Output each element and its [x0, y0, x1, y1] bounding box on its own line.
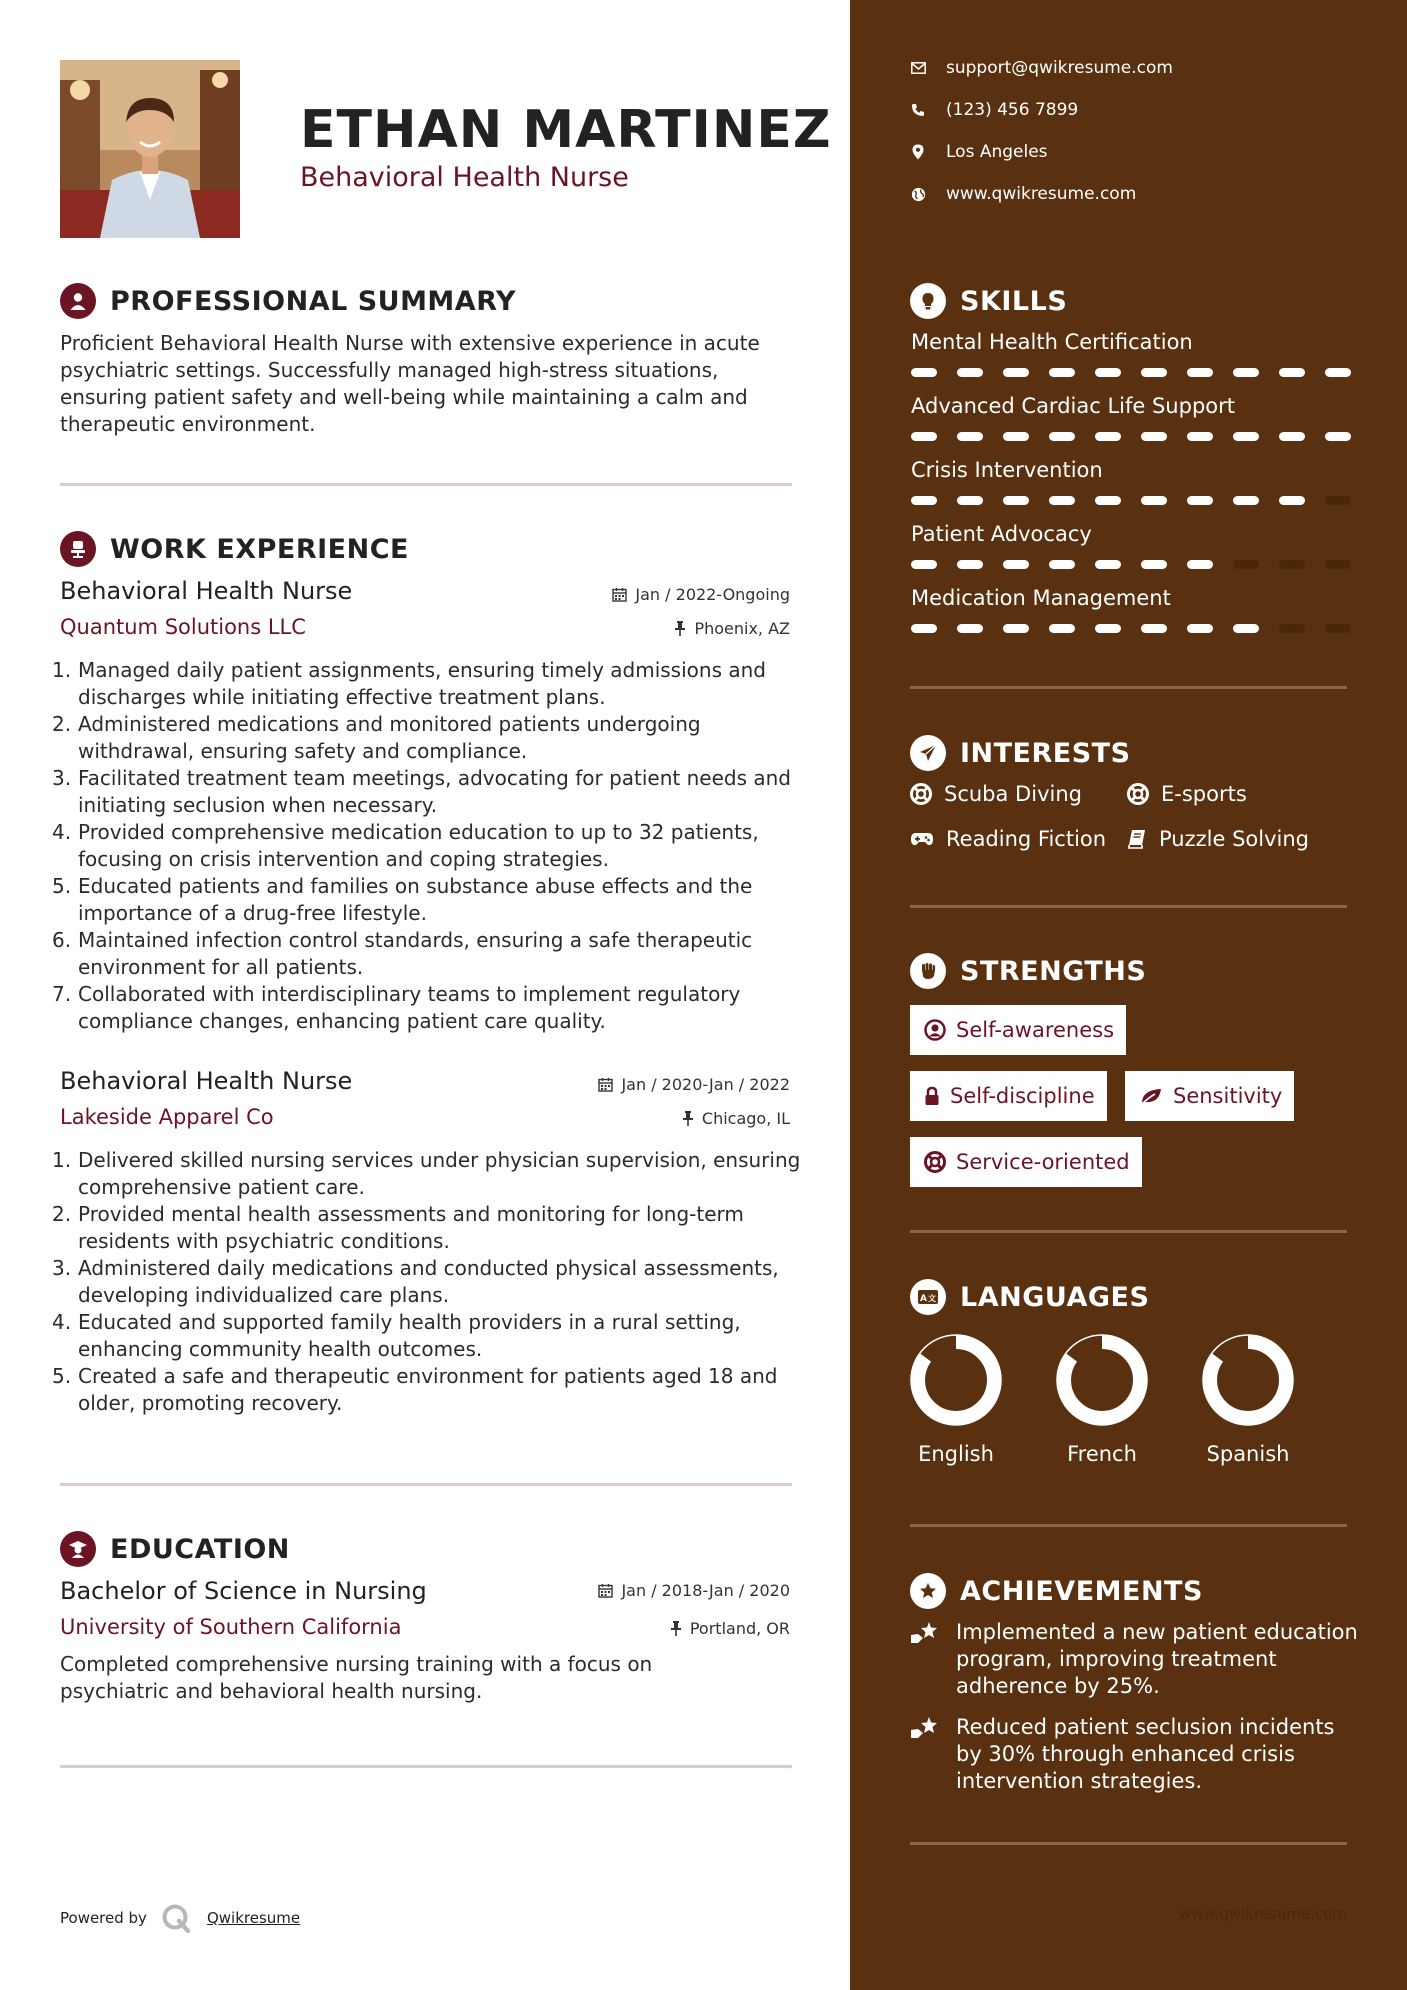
interest-item: Puzzle Solving: [1127, 827, 1309, 851]
map-marker-icon: [910, 144, 926, 160]
qwikresume-logo-icon: [161, 1903, 193, 1933]
school-name: University of Southern California: [60, 1615, 402, 1639]
strength-chip: Sensitivity: [1125, 1071, 1294, 1121]
skill-dot: [1279, 624, 1305, 633]
divider: [60, 1765, 792, 1768]
job-dates: [598, 1075, 790, 1094]
interests-title: INTERESTS: [960, 737, 1131, 769]
strength-chip: Self-awareness: [910, 1005, 1126, 1055]
work-title: WORK EXPERIENCE: [110, 533, 409, 565]
skill-dot: [1187, 432, 1213, 441]
contact-phone[interactable]: [910, 100, 1078, 120]
list-item: 4. Educated and supported family health providers in a rural setting, enhancing community health outcomes.: [52, 1310, 741, 1361]
skill-dot: [1233, 432, 1259, 441]
strengths-title: STRENGTHS: [960, 955, 1147, 987]
job-dates: [612, 585, 790, 604]
divider: [60, 1483, 792, 1486]
skill-dot: [1049, 624, 1075, 633]
education-location-text: Portland, OR: [689, 1619, 790, 1638]
interest-item: Reading Fiction: [910, 827, 1106, 851]
skill-dot: [1003, 560, 1029, 569]
language-item: [1042, 1330, 1162, 1466]
company-name: Lakeside Apparel Co: [60, 1105, 274, 1129]
skill-dot: [1325, 368, 1351, 377]
lock-icon: [924, 1086, 940, 1106]
language-label: English: [918, 1442, 994, 1466]
summary-title: PROFESSIONAL SUMMARY: [110, 285, 517, 317]
skill-rating: [911, 624, 1351, 633]
job-dates-text: Jan / 2022-Ongoing: [635, 585, 790, 604]
job-location-text: Phoenix, AZ: [694, 619, 790, 638]
skill-dot: [911, 368, 937, 377]
skill-dot: [911, 624, 937, 633]
skill-dot: [957, 496, 983, 505]
education-header: [60, 1531, 290, 1567]
skill-dot: [1233, 624, 1259, 633]
skill-dot: [1095, 496, 1121, 505]
skill-dot: [1049, 496, 1075, 505]
strength-chip: Self-discipline: [910, 1071, 1107, 1121]
star-hand-icon: [910, 1714, 942, 1795]
location-text: Los Angeles: [946, 142, 1048, 162]
skill-dot: [911, 432, 937, 441]
user-circle-icon: [924, 1019, 946, 1041]
list-item: 4. Provided comprehensive medication education to up to 32 patients, focusing on crisis intervention and coping strategies.: [52, 820, 759, 871]
skill-dot: [1049, 368, 1075, 377]
interest-item: Scuba Diving: [910, 782, 1082, 806]
lifebuoy-icon: [924, 1151, 946, 1173]
summary-text: Proficient Behavioral Health Nurse with extensive experience in acute psychiatric settings. Successfully managed high-stress situations, ensuring patient safety and well-being while maintaining a calm and therapeutic environment.: [60, 331, 760, 436]
skill-dot: [1187, 368, 1213, 377]
powered-by-label: Powered by: [60, 1909, 147, 1927]
calendar-icon: [598, 1077, 613, 1092]
candidate-name: ETHAN MARTINEZ: [300, 100, 832, 160]
list-item: 2. Provided mental health assessments and monitoring for long-term residents with psychiatric conditions.: [52, 1202, 744, 1253]
skill-dot: [1233, 496, 1259, 505]
pin-icon: [682, 1111, 694, 1126]
education-description: Completed comprehensive nursing training with a focus on psychiatric and behavioral health nursing.: [60, 1652, 653, 1703]
skill-dot: [1325, 496, 1351, 505]
skill-dot: [1095, 624, 1121, 633]
skill-dot: [1003, 496, 1029, 505]
skill-name: Patient Advocacy: [911, 522, 1092, 546]
achievements-header: [910, 1573, 1203, 1609]
list-item: 3. Facilitated treatment team meetings, advocating for patient needs and initiating seclusion when necessary.: [52, 766, 791, 817]
divider: [910, 905, 1347, 908]
leaf-icon: [1139, 1086, 1163, 1106]
skill-rating: [911, 496, 1351, 505]
contact-location: [910, 142, 1048, 162]
skill-rating: [911, 432, 1351, 441]
skill-dot: [1141, 432, 1167, 441]
graduate-icon: [60, 1531, 96, 1567]
list-item: 2. Administered medications and monitored patients undergoing withdrawal, ensuring safety and compliance.: [52, 712, 701, 763]
job-title: Behavioral Health Nurse: [60, 577, 353, 605]
lightbulb-icon: [910, 283, 946, 319]
skill-dot: [1003, 368, 1029, 377]
list-item: 6. Maintained infection control standards, ensuring a safe therapeutic environment for all patients.: [52, 928, 753, 979]
job-location: [674, 619, 790, 638]
job-location: [682, 1109, 790, 1128]
skill-dot: [1187, 496, 1213, 505]
skill-dot: [1003, 432, 1029, 441]
skill-dot: [1095, 560, 1121, 569]
calendar-icon: [598, 1583, 613, 1598]
education-location: [670, 1619, 790, 1638]
list-item: 5. Educated patients and families on substance abuse effects and the importance of a drug-free lifestyle.: [52, 874, 753, 925]
divider: [60, 483, 792, 486]
skill-dot: [1325, 432, 1351, 441]
education-dates-text: Jan / 2018-Jan / 2020: [621, 1581, 790, 1600]
language-label: Spanish: [1206, 1442, 1290, 1466]
svg-text:A: A: [920, 1294, 927, 1304]
sidebar: [850, 0, 1407, 1990]
job-bullets: [52, 1147, 802, 1417]
skill-dot: [1049, 432, 1075, 441]
skill-dot: [1279, 496, 1305, 505]
star-hand-icon: [910, 1619, 942, 1700]
strengths-header: [910, 953, 1146, 989]
skill-dot: [1049, 560, 1075, 569]
skill-dot: [957, 368, 983, 377]
phone-icon: [910, 103, 926, 117]
user-icon: [60, 283, 96, 319]
skill-name: Medication Management: [911, 586, 1171, 610]
fist-icon: [910, 953, 946, 989]
education-title: EDUCATION: [110, 1533, 290, 1565]
skill-rating: [911, 368, 1351, 377]
strength-chip: Service-oriented: [910, 1137, 1142, 1187]
paper-plane-icon: [910, 735, 946, 771]
skill-dot: [1095, 368, 1121, 377]
envelope-icon: [910, 62, 926, 74]
list-item: 3. Administered daily medications and conducted physical assessments, developing individualized care plans.: [52, 1256, 779, 1307]
divider: [910, 1230, 1347, 1233]
candidate-role: Behavioral Health Nurse: [300, 162, 629, 193]
skill-dot: [1325, 560, 1351, 569]
book-icon: [1127, 829, 1147, 849]
skill-dot: [1141, 368, 1167, 377]
education-dates: [598, 1581, 790, 1600]
achievement-item: Reduced patient seclusion incidents by 30% through enhanced crisis intervention strategies.: [910, 1714, 1360, 1795]
skill-dot: [1279, 368, 1305, 377]
skill-dot: [911, 496, 937, 505]
company-name: Quantum Solutions LLC: [60, 615, 306, 639]
languages-header: [910, 1279, 1149, 1315]
footer-powered: [60, 1903, 300, 1933]
svg-text:文: 文: [928, 1294, 936, 1303]
skill-dot: [957, 624, 983, 633]
skill-dot: [1233, 560, 1259, 569]
skill-dot: [1141, 624, 1167, 633]
pin-icon: [674, 621, 686, 636]
skill-dot: [957, 432, 983, 441]
skill-dot: [1141, 560, 1167, 569]
divider: [910, 1524, 1347, 1527]
star-badge-icon: [910, 1573, 946, 1609]
calendar-icon: [612, 587, 627, 602]
website-text: www.qwikresume.com: [946, 184, 1137, 204]
phone-text: (123) 456 7899: [946, 100, 1079, 120]
globe-icon: [910, 187, 926, 202]
job-location-text: Chicago, IL: [701, 1109, 790, 1128]
language-item: [1188, 1330, 1308, 1466]
skill-dot: [1003, 624, 1029, 633]
job-bullets: [52, 657, 802, 1035]
list-item: 1. Managed daily patient assignments, ensuring timely admissions and discharges while initiating effective treatment plans.: [52, 658, 766, 709]
skill-dot: [1187, 560, 1213, 569]
contact-website[interactable]: [910, 184, 1136, 204]
skill-dot: [957, 560, 983, 569]
languages-title: LANGUAGES: [960, 1281, 1150, 1313]
briefcase-chair-icon: [60, 531, 96, 567]
skill-dot: [911, 560, 937, 569]
language-ring: [906, 1330, 1006, 1430]
lifebuoy-icon: [910, 783, 932, 805]
pin-icon: [670, 1621, 682, 1636]
skill-name: Crisis Intervention: [911, 458, 1103, 482]
lifebuoy-icon: [1127, 783, 1149, 805]
language-item: [896, 1330, 1016, 1466]
summary-header: [60, 283, 516, 319]
skill-dot: [1279, 432, 1305, 441]
skill-name: Advanced Cardiac Life Support: [911, 394, 1235, 418]
language-ring: [1198, 1330, 1298, 1430]
work-header: [60, 531, 409, 567]
skill-dot: [1233, 368, 1259, 377]
skill-dot: [1141, 496, 1167, 505]
skill-rating: [911, 560, 1351, 569]
divider: [910, 1842, 1347, 1845]
list-item: 1. Delivered skilled nursing services under physician supervision, ensuring comprehensive patient care.: [52, 1148, 801, 1199]
qwikresume-link[interactable]: Qwikresume: [206, 1909, 301, 1927]
profile-photo: [60, 60, 240, 238]
interests-header: [910, 735, 1131, 771]
achievements-title: ACHIEVEMENTS: [960, 1575, 1203, 1607]
skill-dot: [1187, 624, 1213, 633]
skills-header: [910, 283, 1067, 319]
language-label: French: [1067, 1442, 1137, 1466]
skill-dot: [1095, 432, 1121, 441]
translate-icon: [910, 1279, 946, 1315]
email-text: support@qwikresume.com: [946, 58, 1173, 78]
gamepad-icon: [910, 831, 934, 847]
degree-title: Bachelor of Science in Nursing: [60, 1577, 427, 1605]
job-dates-text: Jan / 2020-Jan / 2022: [621, 1075, 790, 1094]
language-ring: [1052, 1330, 1152, 1430]
job-title: Behavioral Health Nurse: [60, 1067, 353, 1095]
list-item: 7. Collaborated with interdisciplinary teams to implement regulatory compliance changes, enhancing patient care quality.: [52, 982, 741, 1033]
skill-name: Mental Health Certification: [911, 330, 1193, 354]
list-item: 5. Created a safe and therapeutic environment for patients aged 18 and older, promoting recovery.: [52, 1364, 778, 1415]
skill-dot: [1325, 624, 1351, 633]
contact-email[interactable]: [910, 58, 1173, 78]
skill-dot: [1279, 560, 1305, 569]
footer-url[interactable]: www.qwikresume.com: [1179, 1905, 1347, 1923]
achievement-item: Implemented a new patient education program, improving treatment adherence by 25%.: [910, 1619, 1360, 1700]
divider: [910, 686, 1347, 689]
interest-item: E-sports: [1127, 782, 1247, 806]
skills-title: SKILLS: [960, 285, 1068, 317]
